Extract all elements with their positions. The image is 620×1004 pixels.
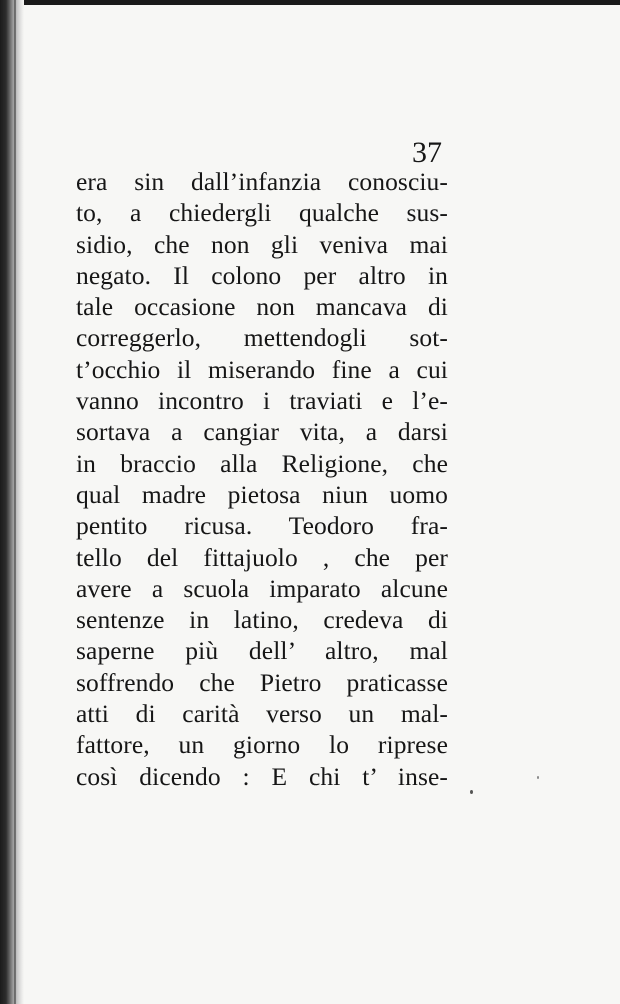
text-line: vanno incontro i traviati e l’e-	[76, 386, 448, 416]
text-line: in braccio alla Religione, che	[76, 448, 448, 478]
text-line: saperne più dell’ altro, mal	[76, 636, 448, 666]
binding-gutter	[0, 0, 24, 1004]
text-line: pentito ricusa. Teodoro fra-	[76, 511, 448, 541]
text-line: t’occhio il miserando fine a cui	[76, 354, 448, 384]
page-number: 37	[412, 136, 442, 169]
body-text	[76, 166, 448, 792]
text-line: negato. Il colono per altro in	[76, 260, 448, 290]
ink-speck	[470, 790, 473, 794]
text-line: così dicendo : E chi t’ inse-	[76, 761, 448, 791]
text-line: correggerlo, mettendogli sot-	[76, 323, 448, 353]
ink-speck	[537, 776, 539, 779]
text-line: soffrendo che Pietro praticasse	[76, 667, 448, 697]
binding-line	[14, 0, 16, 1004]
text-line: fattore, un giorno lo riprese	[76, 730, 448, 760]
text-line: sortava a cangiar vita, a darsi	[76, 417, 448, 447]
text-line: tello del fittajuolo , che per	[76, 542, 448, 572]
text-line: to, a chiedergli qualche sus-	[76, 198, 448, 228]
text-line: atti di carità verso un mal-	[76, 699, 448, 729]
page-top-edge	[0, 0, 620, 5]
text-line: sidio, che non gli veniva mai	[76, 229, 448, 259]
text-line: avere a scuola imparato alcune	[76, 573, 448, 603]
text-line: tale occasione non mancava di	[76, 292, 448, 322]
text-line: qual madre pietosa niun uomo	[76, 479, 448, 509]
text-line: sentenze in latino, credeva di	[76, 605, 448, 635]
text-line: era sin dall’infanzia conosciu-	[76, 167, 448, 196]
